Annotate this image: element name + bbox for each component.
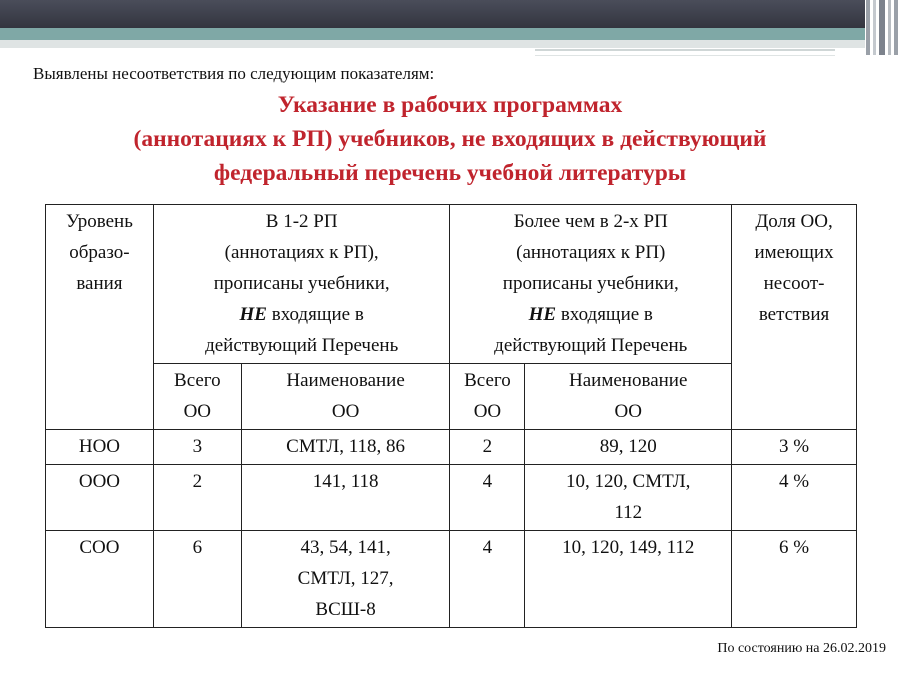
cell-names-2: 10, 120, СМТЛ, 112 bbox=[525, 465, 732, 531]
corner-stripe bbox=[879, 0, 885, 55]
header-line: действующий Перечень bbox=[205, 335, 399, 356]
intro-text: Выявлены несоответствия по следующим показателям: bbox=[33, 64, 435, 83]
header-group-2 bbox=[450, 205, 732, 364]
title-line: (аннотациях к РП) учебников, не входящих в действующий bbox=[133, 126, 767, 152]
corner-stripe bbox=[888, 0, 891, 55]
header-name-2: Наименование ОО bbox=[525, 364, 732, 430]
cell-total-1: 3 bbox=[153, 430, 241, 465]
header-band-dark bbox=[0, 0, 865, 28]
cell-total-2: 2 bbox=[450, 430, 525, 465]
header-line-rest: входящие в bbox=[556, 304, 653, 325]
header-band-teal bbox=[0, 28, 865, 40]
header-line: (аннотациях к РП) bbox=[516, 242, 666, 263]
header-share: Доля ОО, имеющих несоот- ветствия bbox=[732, 205, 857, 430]
cell-names-1: 43, 54, 141, СМТЛ, 127, ВСШ-8 bbox=[241, 531, 450, 628]
status-date-note: По состоянию на 26.02.2019 bbox=[717, 641, 886, 656]
cell-total-2: 4 bbox=[450, 531, 525, 628]
header-line: действующий Перечень bbox=[494, 335, 688, 356]
header-band-light bbox=[0, 40, 865, 48]
header-line-rest: входящие в bbox=[266, 304, 364, 325]
table-header-row bbox=[46, 205, 857, 364]
header-line bbox=[454, 299, 727, 330]
header-total-1: Всего ОО bbox=[153, 364, 241, 430]
header-line: (аннотациях к РП), bbox=[224, 242, 379, 263]
table-row bbox=[46, 465, 857, 531]
cell-share: 3 % bbox=[732, 430, 857, 465]
header-line bbox=[535, 55, 835, 56]
cell-share: 6 % bbox=[732, 531, 857, 628]
header-line: Более чем в 2-х РП bbox=[513, 211, 668, 232]
corner-stripe bbox=[873, 0, 876, 55]
header-line: прописаны учебники, bbox=[213, 273, 390, 294]
cell-level: СОО bbox=[46, 531, 154, 628]
header-name-1: Наименование ОО bbox=[241, 364, 450, 430]
title-line: федеральный перечень учебной литературы bbox=[213, 160, 687, 186]
cell-level: ООО bbox=[46, 465, 154, 531]
header-line: прописаны учебники, bbox=[502, 273, 679, 294]
header-line bbox=[158, 299, 446, 330]
cell-total-1: 2 bbox=[153, 465, 241, 531]
findings-table bbox=[45, 204, 857, 628]
corner-stripe bbox=[894, 0, 898, 55]
header-total-2: Всего ОО bbox=[450, 364, 525, 430]
cell-level: НОО bbox=[46, 430, 154, 465]
emphasis-not: НЕ bbox=[528, 304, 557, 325]
table-row bbox=[46, 430, 857, 465]
header-line: В 1-2 РП bbox=[265, 211, 338, 232]
corner-stripe bbox=[866, 0, 870, 55]
title-line: Указание в рабочих программах bbox=[277, 92, 623, 118]
cell-total-1: 6 bbox=[153, 531, 241, 628]
cell-names-2: 10, 120, 149, 112 bbox=[525, 531, 732, 628]
header-line bbox=[535, 49, 835, 51]
cell-names-1: 141, 118 bbox=[241, 465, 450, 531]
slide-title bbox=[0, 88, 900, 190]
emphasis-not: НЕ bbox=[239, 304, 267, 325]
cell-names-1: СМТЛ, 118, 86 bbox=[241, 430, 450, 465]
header-group-1 bbox=[153, 205, 450, 364]
cell-total-2: 4 bbox=[450, 465, 525, 531]
cell-share: 4 % bbox=[732, 465, 857, 531]
cell-names-2: 89, 120 bbox=[525, 430, 732, 465]
table-row bbox=[46, 531, 857, 628]
header-level: Уровень образо- вания bbox=[46, 205, 154, 430]
